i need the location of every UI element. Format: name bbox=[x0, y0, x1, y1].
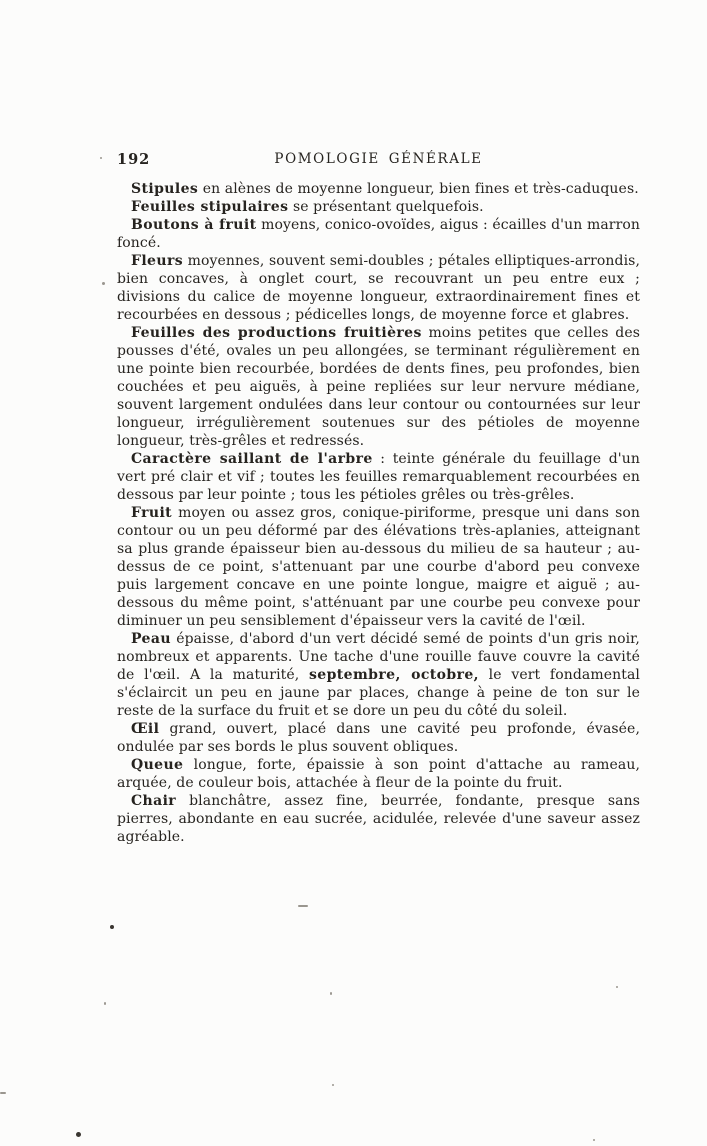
lead-term: septembre, octobre, bbox=[309, 667, 479, 683]
ink-speck bbox=[76, 1132, 81, 1137]
lead-term: Œil bbox=[131, 721, 160, 737]
paragraph bbox=[117, 504, 640, 630]
paragraph bbox=[117, 792, 640, 846]
paragraph-text: longue, forte, épaissie à son point d'attache au rameau, arquée, de couleur bois, attachée à fleur de la pointe du fruit. bbox=[117, 757, 640, 791]
page-number: 192 bbox=[117, 151, 151, 168]
page-body bbox=[117, 180, 640, 846]
lead-term: Caractère saillant de l'arbre bbox=[131, 451, 373, 467]
paragraph-text: blanchâtre, assez fine, beurrée, fondante, presque sans pierres, abondante en eau sucrée, acidulée, relevée d'une saveur assez agréable. bbox=[117, 793, 640, 845]
lead-term: Stipules bbox=[131, 181, 199, 197]
paragraph bbox=[117, 630, 640, 720]
lead-term: Boutons à fruit bbox=[131, 217, 257, 233]
ink-speck bbox=[102, 282, 105, 285]
lead-term: Fruit bbox=[131, 505, 173, 521]
paragraph-text: moins petites que celles des pousses d'été, ovales un peu allongées, se terminant régulièrement en une pointe bien recourbée, bordées de dents fines, peu profondes, bien couchées et peu aiguës, à peine repliées sur leur nervure médiane, souvent largement ondulées dans leur contour ou contournées sur leur longueur, irrégulièrement soutenues sur des pétioles de moyenne longueur, très-grêles et redressés. bbox=[117, 325, 640, 449]
paragraph-text: moyen ou assez gros, conique-piriforme, presque uni dans son contour ou un peu déformé par des élévations très-aplanies, atteignant sa plus grande épaisseur bien au-dessous du milieu de sa hauteur ; au-dessus de ce point, s'attenuant par une courbe d'abord peu convexe puis largement concave en une pointe longue, maigre et aiguë ; au-dessous du même point, s'atténuant par une courbe peu convexe pour diminuer un peu sensiblement d'épaisseur vers la cavité de l'œil. bbox=[117, 505, 640, 629]
paragraph-text: grand, ouvert, placé dans une cavité peu profonde, évasée, ondulée par ses bords le plus souvent obliques. bbox=[117, 721, 640, 755]
paragraph-text: en alènes de moyenne longueur, bien fines et très-caduques. bbox=[198, 181, 639, 197]
lead-term: Feuilles stipulaires bbox=[131, 199, 289, 215]
paragraph-text: : teinte générale du feuillage d'un vert pré clair et vif ; toutes les feuilles remarquablement recourbées en dessous par leur pointe ; tous les pétioles grêles ou très-grêles. bbox=[117, 451, 640, 503]
paragraph-text: le vert fondamental s'éclaircit un peu en jaune par places, change à peine de ton sur le reste de la surface du fruit et se dore un peu du côté du soleil. bbox=[117, 667, 640, 719]
ink-speck bbox=[593, 1139, 595, 1141]
running-title: POMOLOGIE GÉNÉRALE bbox=[274, 151, 483, 167]
paragraph bbox=[117, 450, 640, 504]
ink-speck bbox=[332, 1084, 334, 1086]
ink-speck bbox=[104, 1002, 106, 1005]
paragraph bbox=[117, 252, 640, 324]
running-head bbox=[117, 151, 640, 169]
paragraph bbox=[117, 198, 640, 216]
lead-term: Feuilles des productions fruitières bbox=[131, 325, 422, 341]
ink-speck bbox=[110, 925, 114, 929]
lead-term: Queue bbox=[131, 757, 184, 773]
paragraph bbox=[117, 216, 640, 252]
paragraph bbox=[117, 180, 640, 198]
ink-speck bbox=[100, 157, 102, 159]
paragraph-text: moyens, conico-ovoïdes, aigus : écailles d'un marron foncé. bbox=[117, 217, 641, 251]
paragraph-text: épaisse, d'abord d'un vert décidé semé de points d'un gris noir, nombreux et apparents. Une tache d'une rouille fauve couvre la cavité de l'œil. A la maturité, bbox=[117, 631, 640, 683]
ink-speck bbox=[298, 905, 308, 907]
paragraph-text: moyennes, souvent semi-doubles ; pétales elliptiques-arrondis, bien concaves, à onglet court, se recouvrant un peu entre eux ; divisions du calice de moyenne longueur, extraordinairement fines et recourbées en dessous ; pédicelles longs, de moyenne force et glabres. bbox=[117, 253, 640, 323]
ink-speck bbox=[330, 992, 332, 995]
paragraph bbox=[117, 756, 640, 792]
ink-speck bbox=[616, 986, 618, 988]
lead-term: Peau bbox=[131, 631, 171, 647]
paragraph-text: se présentant quelquefois. bbox=[288, 199, 484, 215]
paragraph bbox=[117, 720, 640, 756]
paragraph bbox=[117, 324, 640, 450]
lead-term: Fleurs bbox=[131, 253, 184, 269]
ink-speck bbox=[0, 1092, 6, 1094]
lead-term: Chair bbox=[131, 793, 177, 809]
